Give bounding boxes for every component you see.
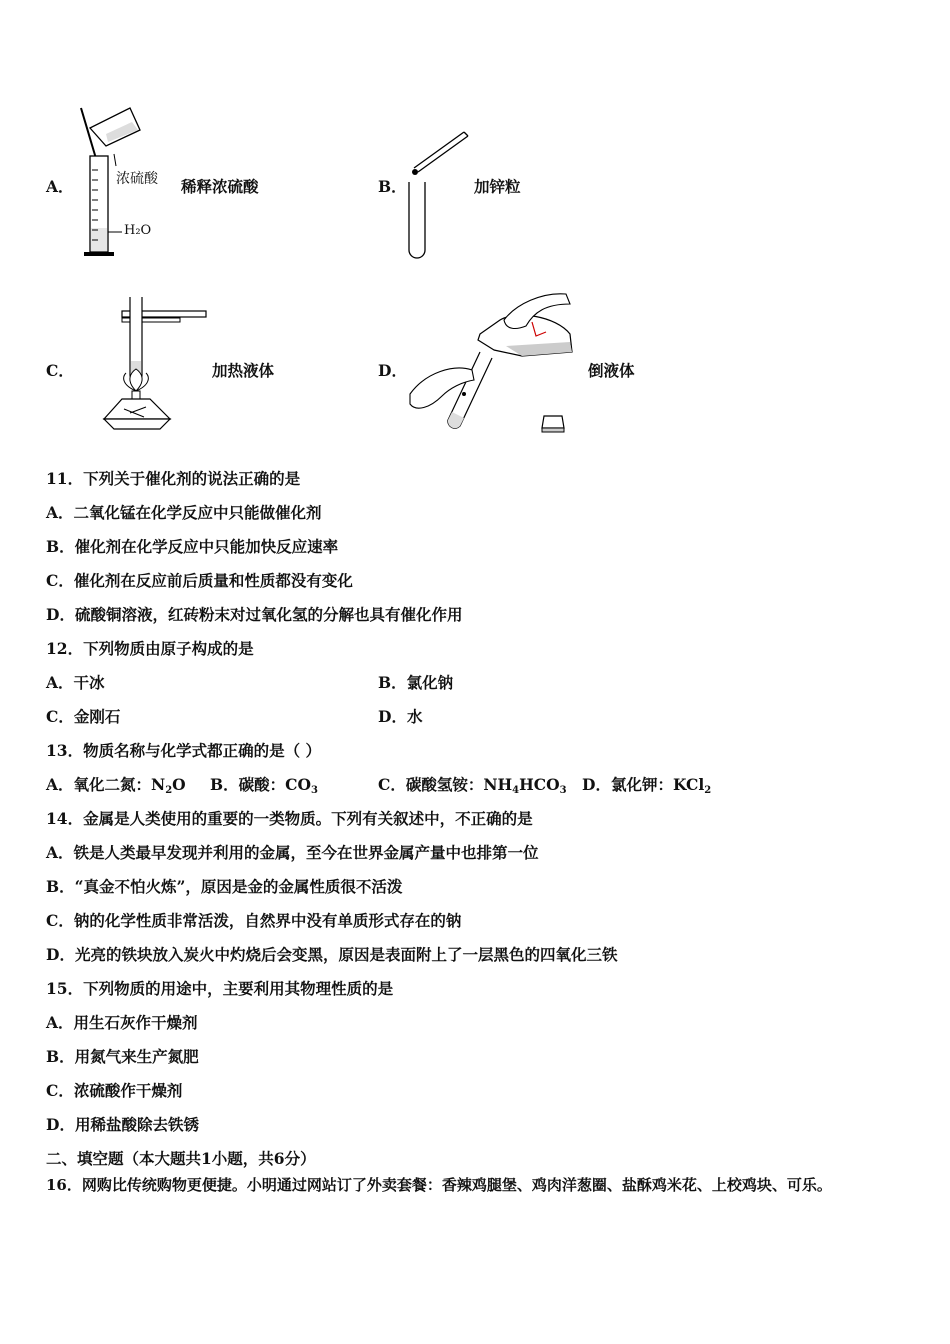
- fig-label-acid: 浓硫酸: [116, 171, 158, 187]
- q14-option-d: D．光亮的铁块放入炭火中灼烧后会变黑，原因是表面附上了一层黑色的四氧化三铁: [46, 945, 618, 964]
- option-b-letter: B．: [378, 177, 407, 196]
- q13-stem: 13．物质名称与化学式都正确的是（ ）: [46, 741, 321, 760]
- q13-option-a: A．氧化二氮：$N_2O$: [46, 775, 186, 796]
- q13-option-c-name: C．碳酸氢铵：: [378, 775, 484, 794]
- q14-option-c: C．钠的化学性质非常活泼，自然界中没有单质形式存在的钠: [46, 911, 462, 930]
- q13-option-c: C．碳酸氢铵：$NH_4HCO_3$: [378, 775, 567, 796]
- q11-option-c: C．催化剂在反应前后质量和性质都没有变化: [46, 571, 353, 590]
- q12-option-c: C．金刚石: [46, 707, 121, 726]
- q13-option-d: D．氯化钾：KCl$_2$: [582, 775, 712, 796]
- option-c-letter: C．: [46, 361, 74, 380]
- section2-title: 二、填空题（本大题共1小题，共6分）: [46, 1149, 316, 1168]
- q15-option-c: C．浓硫酸作干燥剂: [46, 1081, 183, 1100]
- q11-stem: 11．下列关于催化剂的说法正确的是: [46, 469, 301, 488]
- q14-stem: 14．金属是人类使用的重要的一类物质。下列有关叙述中，不正确的是: [46, 809, 533, 828]
- option-b-caption: 加锌粒: [474, 177, 521, 196]
- q14-option-b: B．“真金不怕火炼”，原因是金的金属性质很不活泼: [46, 877, 403, 896]
- q14-option-a: A．铁是人类最早发现并利用的金属，至今在世界金属产量中也排第一位: [46, 843, 539, 862]
- option-d-caption: 倒液体: [588, 361, 635, 380]
- q11-option-b: B．催化剂在化学反应中只能加快反应速率: [46, 537, 339, 556]
- q11-option-d: D．硫酸铜溶液，红砖粉末对过氧化氢的分解也具有催化作用: [46, 605, 463, 624]
- q16-stem: 16．网购比传统购物更便捷。小明通过网站订了外卖套餐：香辣鸡腿堡、鸡肉洋葱圈、盐酥鸡米花、上校鸡块、可乐。: [46, 1176, 832, 1194]
- q13-option-b-name: B．碳酸：: [210, 775, 286, 794]
- option-a-letter: A．: [46, 177, 74, 196]
- option-d-letter: D．: [378, 361, 407, 380]
- option-c-caption: 加热液体: [212, 361, 275, 380]
- q12-stem: 12．下列物质由原子构成的是: [46, 639, 254, 658]
- q12-option-a: A．干冰: [46, 673, 105, 692]
- q13-option-a-name: A．氧化二氮：: [46, 775, 152, 794]
- pour-liquid-figure: [406, 290, 576, 440]
- q13-option-d-name: D．氯化钾：: [582, 775, 673, 794]
- q15-stem: 15．下列物质的用途中，主要利用其物理性质的是: [46, 979, 394, 998]
- q15-option-b: B．用氮气来生产氮肥: [46, 1047, 199, 1066]
- q12-option-d: D．水: [378, 707, 423, 726]
- q15-option-d: D．用稀盐酸除去铁锈: [46, 1115, 199, 1134]
- q15-option-a: A．用生石灰作干燥剂: [46, 1013, 198, 1032]
- q13-option-b: B．碳酸：$CO_3$: [210, 775, 318, 796]
- fig-label-water: H₂O: [124, 223, 152, 238]
- option-a-caption: 稀释浓硫酸: [181, 177, 259, 196]
- heat-liquid-figure: [100, 293, 210, 438]
- q12-option-b: B．氯化钠: [378, 673, 454, 692]
- add-zinc-figure: [400, 128, 470, 263]
- q11-option-a: A．二氧化锰在化学反应中只能做催化剂: [46, 503, 322, 522]
